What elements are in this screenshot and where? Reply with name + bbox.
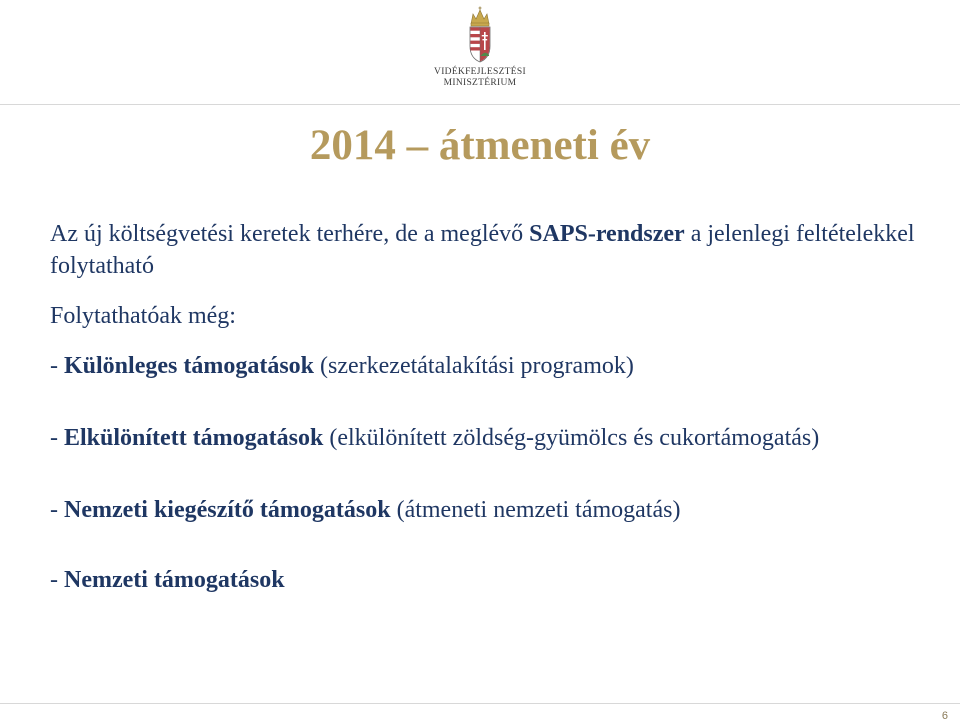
list-item-rest: (szerkezetátalakítási programok) bbox=[314, 353, 634, 379]
intro-text-end: a jelenlegi feltételekkel folytatható bbox=[50, 221, 915, 279]
saps-highlight: SAPS-rendszer bbox=[529, 221, 685, 247]
hungarian-coat-of-arms-icon bbox=[465, 6, 495, 64]
page-number: 6 bbox=[941, 710, 948, 722]
slide-title: 2014 – átmeneti év bbox=[309, 122, 651, 169]
list-item-bold: Különleges támogatások bbox=[64, 353, 315, 379]
header-divider bbox=[0, 104, 960, 105]
list-item-rest: (elkülönített zöldség-gyümölcs és cukortámogatás) bbox=[323, 425, 820, 451]
list-item bbox=[50, 422, 915, 454]
still-continuable-label: Folytathatóak még: bbox=[50, 303, 236, 329]
list-item bbox=[50, 350, 915, 382]
list-item-dash: - bbox=[50, 353, 64, 379]
list-item-bold: Nemzeti támogatások bbox=[64, 567, 285, 593]
intro-paragraph bbox=[50, 218, 915, 282]
list-item-dash: - bbox=[50, 567, 64, 593]
ministry-logo bbox=[430, 6, 530, 89]
list-item-bold: Elkülönített támogatások bbox=[64, 425, 324, 451]
list-item-bold: Nemzeti kiegészítő támogatások bbox=[64, 497, 391, 523]
ministry-name-line2: MINISZTÉRIUM bbox=[443, 78, 517, 88]
list-item bbox=[50, 564, 915, 596]
footer-divider bbox=[0, 703, 960, 704]
slide-body bbox=[50, 218, 915, 596]
ministry-name-line1: VIDÉKFEJLESZTÉSI bbox=[434, 67, 526, 77]
list-item-rest: (átmeneti nemzeti támogatás) bbox=[390, 497, 681, 523]
list-item bbox=[50, 494, 915, 526]
list-item-dash: - bbox=[50, 425, 64, 451]
intro-text-start: Az új költségvetési keretek terhére, de a meglévő bbox=[50, 221, 530, 247]
list-item-dash: - bbox=[50, 497, 64, 523]
